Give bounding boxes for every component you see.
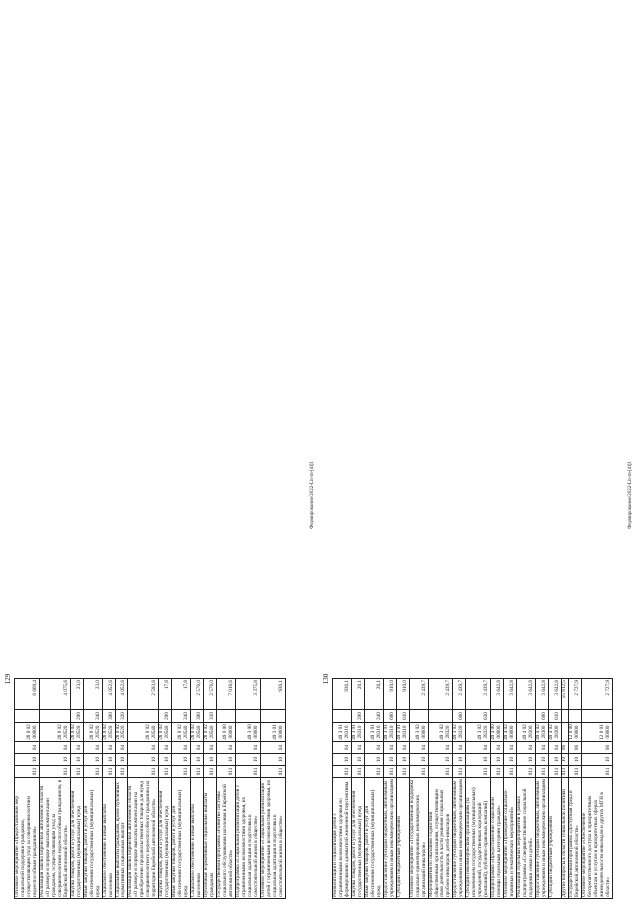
table-row bbox=[409, 679, 428, 899]
cell-sum: 2 439,7 bbox=[453, 679, 466, 710]
table-row bbox=[364, 679, 383, 899]
cell-sum: 3 642,8 bbox=[548, 679, 561, 710]
cell-pr: 04 bbox=[115, 742, 128, 754]
cell-pr: 04 bbox=[333, 742, 352, 754]
cell-name: Публичные нормативные социальные выплаты гражданам bbox=[204, 778, 217, 899]
cell-gr: 011 bbox=[536, 766, 549, 778]
cell-name: Закупка товаров, работ и услуг для обеспечения государственных (муниципальных) нужд bbox=[159, 778, 172, 899]
table-row bbox=[70, 679, 83, 899]
cell-gr: 011 bbox=[159, 766, 172, 778]
cell-pr: 04 bbox=[491, 742, 504, 754]
cell-gr: 011 bbox=[466, 766, 491, 778]
cell-csr: 49 3 01 00000 bbox=[260, 723, 285, 742]
cell-name: Иные закупки товаров, работ и услуг для обеспечения государственных (муниципальных) нужд bbox=[364, 778, 383, 899]
cell-vr bbox=[15, 710, 40, 723]
cell-csr: 49 3 00 00000 bbox=[235, 723, 260, 742]
cell-sum: 3 642,8 bbox=[491, 679, 504, 710]
cell-pr: 04 bbox=[159, 742, 172, 754]
cell-csr: 49 3 01 28310 bbox=[395, 724, 408, 740]
cell-gr: 011 bbox=[70, 766, 83, 778]
table-row bbox=[428, 679, 453, 899]
cell-sum: 936,1 bbox=[260, 679, 285, 710]
cell-csr: 28 0 02 20540 bbox=[158, 724, 171, 740]
cell-gr: 011 bbox=[115, 766, 128, 778]
table-row bbox=[466, 679, 491, 899]
table-row bbox=[191, 679, 204, 899]
cell-rz: 10 bbox=[466, 754, 491, 766]
cell-csr: 28 0 02 20520 bbox=[101, 724, 114, 740]
cell-sum: 910,0 bbox=[383, 679, 396, 710]
cell-gr: 011 bbox=[364, 766, 383, 778]
cell-csr: 28 0 02 20520 bbox=[69, 724, 82, 740]
cell-vr bbox=[217, 710, 236, 723]
cell-csr: 49 3 01 28310 bbox=[364, 723, 383, 742]
table-row bbox=[102, 679, 115, 899]
cell-name: Предоставление субсидий бюджетным, автономным учреждениям и иным некоммерческим организациям bbox=[382, 779, 395, 897]
cell-name: Субсидии бюджетным учреждениям bbox=[396, 778, 409, 899]
cell-gr: 011 bbox=[409, 766, 428, 778]
cell-pr: 06 bbox=[581, 742, 612, 754]
table-row bbox=[115, 679, 128, 899]
cell-csr: 49 4 02 28300 bbox=[517, 723, 536, 742]
table-row bbox=[548, 679, 561, 899]
cell-sum: 6 669,4 bbox=[15, 679, 40, 710]
cell-gr: 011 bbox=[39, 766, 70, 778]
cell-name: Предоставление субсидий бюджетным, автономным учреждениям и иным некоммерческим организациям bbox=[535, 779, 547, 897]
cell-rz: 10 bbox=[504, 754, 517, 766]
cell-rz: 10 bbox=[83, 754, 102, 766]
page-right bbox=[318, 453, 636, 905]
cell-pr: 06 bbox=[568, 742, 581, 754]
cell-rz: 10 bbox=[172, 754, 191, 766]
cell-pr: 04 bbox=[548, 742, 561, 754]
cell-gr: 011 bbox=[561, 766, 568, 778]
cell-gr: 011 bbox=[581, 766, 612, 778]
cell-csr: 49 4 02 00000 bbox=[503, 724, 516, 740]
cell-rz: 10 bbox=[204, 754, 217, 766]
cell-rz: 10 bbox=[428, 754, 453, 766]
cell-vr: 200 bbox=[351, 710, 364, 723]
cell-csr: 49 4 00 00000 bbox=[490, 724, 503, 740]
cell-name: Основное мероприятие «Государственная поддержка социально-ориентированных некоммерческих организаций инвалидов» bbox=[409, 778, 428, 899]
cell-vr bbox=[561, 710, 568, 723]
table-row bbox=[204, 679, 217, 899]
cell-vr bbox=[39, 710, 70, 723]
cell-rz: 10 bbox=[15, 754, 40, 766]
cell-sum: 3 642,8 bbox=[517, 679, 536, 710]
page-number: 130 bbox=[322, 673, 330, 685]
cell-sum: 7 018,6 bbox=[217, 679, 236, 710]
cell-gr: 011 bbox=[260, 766, 285, 778]
cell-vr: 610 bbox=[548, 710, 561, 723]
cell-sum: 17,8 bbox=[172, 679, 191, 710]
cell-pr: 04 bbox=[383, 742, 396, 754]
cell-rz: 10 bbox=[396, 754, 409, 766]
cell-gr: 011 bbox=[383, 766, 396, 778]
cell-gr: 011 bbox=[396, 766, 409, 778]
cell-name: Подпрограмма «Предоставление социальной помощи отдельным категориям граждан» bbox=[491, 778, 504, 899]
cell-csr: 49 4 02 28300 bbox=[547, 724, 560, 740]
cell-rz: 10 bbox=[536, 754, 549, 766]
cell-pr: 04 bbox=[409, 742, 428, 754]
cell-vr: 200 bbox=[159, 710, 172, 723]
cell-name: Предоставление субсидий бюджетным, автономным учреждениям и иным некоммерческим организациям bbox=[452, 779, 465, 897]
cell-rz: 10 bbox=[351, 754, 364, 766]
cell-gr: 011 bbox=[333, 766, 352, 778]
cell-name: Иные закупки товаров, работ и услуг для обеспечения государственных (муниципальных) нужд bbox=[83, 778, 102, 899]
cell-name: Закупка товаров, работ и услуг для обеспечения государственных (муниципальных) нужд bbox=[70, 778, 83, 899]
cell-gr: 011 bbox=[453, 766, 466, 778]
cell-vr: 300 bbox=[102, 710, 115, 723]
cell-vr: 200 bbox=[70, 710, 83, 723]
table-row bbox=[172, 679, 191, 899]
cell-rz: 10 bbox=[235, 754, 260, 766]
cell-csr: 28 0 02 20520 bbox=[39, 723, 70, 742]
table-row bbox=[568, 679, 581, 899]
cell-name: Основное мероприятие «Обеспечение беспрепятственного доступа к приоритетным объектам и услугам в приоритетных сферах жизнедеятельности инвалидов и других МГН в области» bbox=[581, 778, 612, 899]
cell-sum: 26,1 bbox=[364, 679, 383, 710]
cell-name: Основное мероприятие «Проведение социально-значимых и тематических мероприятий» bbox=[504, 778, 517, 899]
cell-vr: 630 bbox=[466, 710, 491, 723]
cell-name: Иные закупки товаров, работ и услуг для обеспечения государственных (муниципальных) нужд bbox=[172, 778, 191, 899]
cell-vr: 600 bbox=[536, 710, 549, 723]
table-row bbox=[504, 679, 517, 899]
page-number: 129 bbox=[4, 673, 12, 685]
cell-pr: 04 bbox=[504, 742, 517, 754]
cell-rz: 10 bbox=[115, 754, 128, 766]
cell-pr: 04 bbox=[428, 742, 453, 754]
table-row bbox=[39, 679, 70, 899]
cell-pr: 06 bbox=[561, 742, 568, 754]
cell-rz: 10 bbox=[561, 754, 568, 766]
cell-vr: 300 bbox=[191, 710, 204, 723]
cell-rz: 10 bbox=[548, 754, 561, 766]
cell-csr: 49 3 02 28320 bbox=[466, 723, 491, 742]
cell-sum: 3 642,8 bbox=[504, 679, 517, 710]
cell-vr: 240 bbox=[172, 710, 191, 723]
cell-sum: 4 075,6 bbox=[39, 679, 70, 710]
cell-gr: 011 bbox=[548, 766, 561, 778]
cell-rz: 10 bbox=[39, 754, 70, 766]
cell-rz: 10 bbox=[333, 754, 352, 766]
cell-vr: 610 bbox=[396, 710, 409, 723]
cell-sum: 936,1 bbox=[333, 679, 352, 710]
table-row bbox=[383, 679, 396, 899]
cell-sum: 2 576,0 bbox=[191, 679, 204, 710]
cell-gr: 011 bbox=[568, 766, 581, 778]
cell-pr: 04 bbox=[217, 742, 236, 754]
cell-gr: 011 bbox=[15, 766, 40, 778]
cell-csr: 12 0 00 00000 bbox=[567, 724, 580, 740]
cell-csr: 28 0 02 20540 bbox=[172, 723, 191, 742]
table-row bbox=[83, 679, 102, 899]
cell-pr: 04 bbox=[235, 742, 260, 754]
cell-vr: 240 bbox=[364, 710, 383, 723]
cell-csr: 28 0 02 20520 bbox=[114, 724, 127, 740]
cell-sum: 26,1 bbox=[351, 679, 364, 710]
cell-pr: 04 bbox=[466, 742, 491, 754]
cell-pr: 04 bbox=[15, 742, 40, 754]
table-row bbox=[235, 679, 260, 899]
cell-name: Социальные выплаты гражданам, кроме публичных нормативных социальных выплат bbox=[115, 778, 128, 899]
cell-name: Субсидии бюджетным учреждениям bbox=[548, 778, 561, 899]
cell-gr: 011 bbox=[217, 766, 236, 778]
page-footer: Формирование/2022-Lit-rn-[dl]1 bbox=[628, 461, 633, 529]
cell-pr: 04 bbox=[128, 742, 159, 754]
cell-name: Подпрограмма «Социальная реабилитация детей с ограниченными возможностями здоровья, их социальная адаптация и подготовка к самостоятельной жизни в обществе» bbox=[235, 778, 260, 899]
cell-pr: 04 bbox=[83, 742, 102, 754]
cell-vr: 600 bbox=[383, 710, 396, 723]
cell-vr: 600 bbox=[453, 710, 466, 723]
budget-table-left bbox=[14, 678, 286, 899]
cell-rz: 10 bbox=[383, 754, 396, 766]
cell-sum: 4 052,6 bbox=[102, 679, 115, 710]
cell-gr: 011 bbox=[83, 766, 102, 778]
cell-pr: 04 bbox=[536, 742, 549, 754]
cell-csr: 49 3 01 28310 bbox=[350, 724, 363, 740]
cell-name: Субсидии некоммерческим организациям (за исключением государственных (муниципальных) учреждений, государственных корпораций (компаний), публично-правовых компаний) bbox=[466, 778, 491, 899]
cell-rz: 10 bbox=[260, 754, 285, 766]
cell-rz: 10 bbox=[491, 754, 504, 766]
table-row bbox=[333, 679, 352, 899]
cell-gr: 011 bbox=[517, 766, 536, 778]
cell-rz: 10 bbox=[409, 754, 428, 766]
page-left bbox=[0, 453, 318, 905]
cell-name: Реабилитация и социализация детей с ограниченными возможностями здоровья по формированию адекватной жизненной перспективы bbox=[333, 778, 352, 899]
cell-rz: 10 bbox=[568, 754, 581, 766]
cell-name: Основное мероприятие «Социальная реабилитация детей с ограниченными возможностями здоровья, их социальная адаптация и подготовка к самостоятельной жизни в обществе» bbox=[260, 778, 285, 899]
table-row bbox=[453, 679, 466, 899]
cell-pr: 04 bbox=[102, 742, 115, 754]
cell-rz: 10 bbox=[217, 754, 236, 766]
table-row bbox=[128, 679, 159, 899]
cell-rz: 10 bbox=[70, 754, 83, 766]
cell-csr: 49 3 01 28310 bbox=[333, 723, 352, 742]
cell-sum: 2 593,8 bbox=[128, 679, 159, 710]
cell-gr: 011 bbox=[504, 766, 517, 778]
cell-sum: 3 642,8 bbox=[536, 679, 549, 710]
table-row bbox=[260, 679, 285, 899]
table-row bbox=[159, 679, 172, 899]
cell-name: Социальное обеспечение и иные выплаты населению bbox=[191, 778, 204, 899]
cell-sum: 2 727,9 bbox=[568, 679, 581, 710]
table-row bbox=[351, 679, 364, 899]
cell-sum: 2 439,7 bbox=[409, 679, 428, 710]
cell-csr: 49 3 02 28320 bbox=[452, 724, 465, 740]
cell-pr: 04 bbox=[204, 742, 217, 754]
cell-name: Мероприятия по оказанию содействия общественным организациям, осуществляющим свою деятельность в части решения социальных проблем инвалидов, детей-инвалидов bbox=[428, 778, 453, 899]
cell-csr: 28 0 02 20540 bbox=[128, 723, 159, 742]
cell-vr bbox=[581, 710, 612, 723]
cell-name: Государственная программа «Доступная среда в Еврейской автономной области» bbox=[568, 778, 581, 899]
cell-name: Закупка товаров, работ и услуг для обеспечения государственных (муниципальных) нужд bbox=[351, 778, 364, 899]
cell-csr: 49 4 02 28300 bbox=[535, 724, 547, 740]
cell-vr: 310 bbox=[204, 710, 217, 723]
cell-gr: 011 bbox=[428, 766, 453, 778]
cell-pr: 04 bbox=[517, 742, 536, 754]
cell-vr bbox=[568, 710, 581, 723]
cell-rz: 10 bbox=[102, 754, 115, 766]
page-footer: Формирование/2022-Lit-rn-[dl]1 bbox=[310, 461, 315, 529]
cell-sum: 23,0 bbox=[83, 679, 102, 710]
cell-csr: 28 0 02 00000 bbox=[15, 723, 40, 742]
cell-vr bbox=[128, 710, 159, 723]
table-row bbox=[581, 679, 612, 899]
cell-csr: 28 0 02 20540 bbox=[190, 724, 203, 740]
cell-pr: 04 bbox=[260, 742, 285, 754]
cell-csr: 28 0 02 20520 bbox=[83, 723, 102, 742]
cell-name: Реализация закона Еврейской автономной области «О размере и порядке выплаты компенсации на приобретение продовольственных товаров для нужд совершеннолетнего недееспособного гражданина на территории Еврейской автономной области» bbox=[128, 778, 159, 899]
cell-vr bbox=[235, 710, 260, 723]
cell-gr: 011 bbox=[172, 766, 191, 778]
cell-pr: 04 bbox=[39, 742, 70, 754]
cell-sum: 55 812,5 bbox=[561, 679, 568, 710]
cell-gr: 011 bbox=[235, 766, 260, 778]
cell-csr: 49 3 02 00000 bbox=[409, 723, 428, 742]
cell-sum: 910,0 bbox=[396, 679, 409, 710]
cell-vr bbox=[428, 710, 453, 723]
cell-sum: 4 052,6 bbox=[115, 679, 128, 710]
cell-csr: 28 0 02 20540 bbox=[203, 724, 216, 740]
cell-csr: 12 0 01 00000 bbox=[581, 723, 612, 742]
cell-vr bbox=[504, 710, 517, 723]
cell-rz: 10 bbox=[364, 754, 383, 766]
cell-vr bbox=[260, 710, 285, 723]
table-row bbox=[536, 679, 549, 899]
cell-sum: 2 727,9 bbox=[581, 679, 612, 710]
cell-sum: 23,0 bbox=[70, 679, 83, 710]
cell-sum: 3 375,8 bbox=[235, 679, 260, 710]
cell-name: Социальное обеспечение и иные выплаты населению bbox=[102, 778, 115, 899]
cell-gr: 011 bbox=[351, 766, 364, 778]
cell-vr: 320 bbox=[115, 710, 128, 723]
cell-name: Реализация отдельных мероприятий в рамках подпрограммы «Совершенствование социальной поддержки семьи и детей» bbox=[517, 778, 536, 899]
table-row bbox=[15, 679, 40, 899]
cell-rz: 10 bbox=[581, 754, 612, 766]
budget-table-right bbox=[332, 678, 613, 899]
cell-rz: 10 bbox=[159, 754, 172, 766]
cell-vr bbox=[517, 710, 536, 723]
table-row bbox=[517, 679, 536, 899]
cell-gr: 011 bbox=[491, 766, 504, 778]
cell-gr: 011 bbox=[102, 766, 115, 778]
table-row bbox=[217, 679, 236, 899]
cell-rz: 10 bbox=[517, 754, 536, 766]
cell-csr: 49 3 01 28310 bbox=[382, 724, 395, 740]
cell-sum: 2 439,7 bbox=[428, 679, 453, 710]
cell-vr bbox=[333, 710, 352, 723]
cell-pr: 04 bbox=[191, 742, 204, 754]
cell-vr bbox=[491, 710, 504, 723]
cell-csr: 49 3 02 28320 bbox=[428, 723, 453, 742]
cell-pr: 04 bbox=[172, 742, 191, 754]
cell-vr: 240 bbox=[83, 710, 102, 723]
cell-sum: 2 439,7 bbox=[466, 679, 491, 710]
cell-gr: 011 bbox=[191, 766, 204, 778]
cell-sum: 2 576,0 bbox=[204, 679, 217, 710]
cell-pr: 04 bbox=[396, 742, 409, 754]
cell-sum: 17,8 bbox=[159, 679, 172, 710]
cell-name: Другие вопросы в области социальной политики bbox=[561, 778, 568, 899]
cell-pr: 04 bbox=[453, 742, 466, 754]
cell-vr bbox=[409, 710, 428, 723]
cell-gr: 011 bbox=[204, 766, 217, 778]
cell-name: Основное мероприятие «Предоставление мер социальной поддержки гражданам, осуществляющим уход за совершеннолетним недееспособным гражданином» bbox=[15, 778, 40, 899]
cell-rz: 10 bbox=[191, 754, 204, 766]
cell-pr: 04 bbox=[364, 742, 383, 754]
cell-name: Государственная программа «Развитие системы социального обслуживания населения в Еврейской автономной области» bbox=[217, 778, 236, 899]
cell-gr: 011 bbox=[128, 766, 159, 778]
table-row bbox=[491, 679, 504, 899]
cell-rz: 10 bbox=[128, 754, 159, 766]
table-row bbox=[396, 679, 409, 899]
cell-pr: 04 bbox=[351, 742, 364, 754]
cell-name: Реализация закона Еврейской автономной области «О размере и порядке выплаты компенсации гражданам, осуществляющим уход за совершеннолетним недееспособным гражданином, в Еврейской автономной области» bbox=[39, 778, 70, 899]
cell-pr: 04 bbox=[70, 742, 83, 754]
cell-csr: 49 0 00 00000 bbox=[217, 723, 236, 742]
cell-rz: 10 bbox=[453, 754, 466, 766]
